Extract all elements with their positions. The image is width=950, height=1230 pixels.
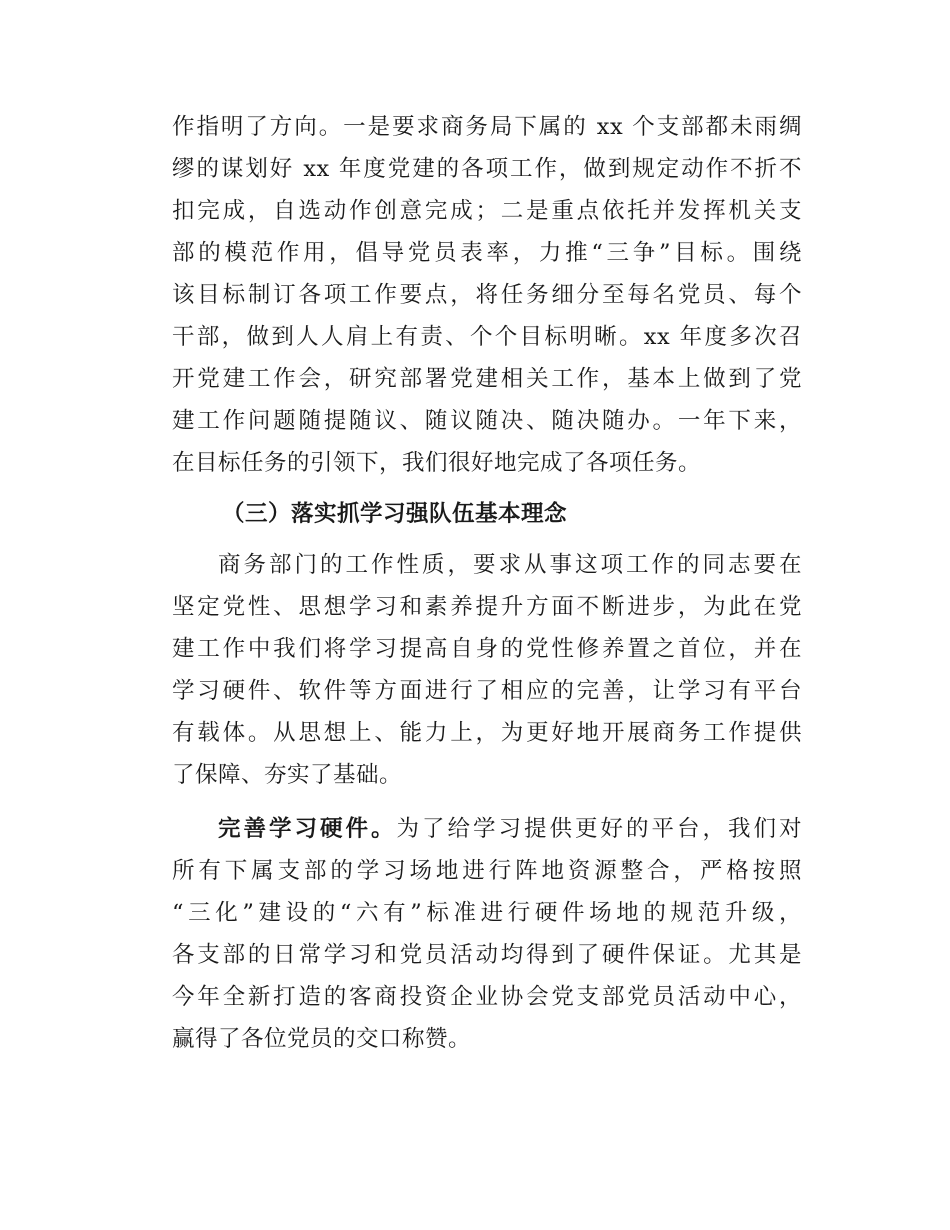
paragraph-lead: 完善学习硬件。	[218, 816, 397, 842]
text-line: 缪的谋划好 xx 年度党建的各项工作，做到规定动作不折不	[172, 156, 802, 182]
text-line: 所有下属支部的学习场地进行阵地资源整合，严格按照	[172, 858, 802, 884]
text-line: 有载体。从思想上、能力上，为更好地开展商务工作提供	[172, 720, 802, 746]
text-line: 了保障、夯实了基础。	[172, 762, 403, 788]
text-line: 开党建工作会，研究部署党建相关工作，基本上做到了党	[172, 366, 802, 392]
text-line: 建工作问题随提随议、随议随决、随决随办。一年下来，	[172, 408, 802, 434]
text-line: 扣完成，自选动作创意完成；二是重点依托并发挥机关支	[172, 198, 802, 224]
section-heading: （三）落实抓学习强队伍基本理念	[222, 501, 568, 527]
text-run: 为了给学习提供更好的平台，我们对	[396, 816, 802, 842]
text-line: 干部，做到人人肩上有责、个个目标明晰。xx 年度多次召	[172, 324, 802, 350]
text-line: 赢得了各位党员的交口称赞。	[172, 1026, 472, 1052]
text-line: 今年全新打造的客商投资企业协会党支部党员活动中心，	[172, 984, 802, 1010]
text-line: 建工作中我们将学习提高自身的党性修养置之首位，并在	[172, 636, 802, 662]
text-line: 该目标制订各项工作要点，将任务细分至每名党员、每个	[172, 282, 802, 308]
text-line	[172, 808, 802, 850]
text-line: 部的模范作用，倡导党员表率，力推“三争”目标。围绕	[172, 240, 802, 266]
text-line: “三化”建设的“六有”标准进行硬件场地的规范升级，	[172, 900, 802, 926]
text-line: 学习硬件、软件等方面进行了相应的完善，让学习有平台	[172, 678, 802, 704]
paragraph-2	[172, 544, 802, 796]
text-line: 在目标任务的引领下，我们很好地完成了各项任务。	[172, 450, 702, 476]
text-line: 商务部门的工作性质，要求从事这项工作的同志要在	[218, 552, 802, 578]
document-body	[172, 106, 802, 1060]
paragraph-1	[172, 106, 802, 484]
text-line: 坚定党性、思想学习和素养提升方面不断进步，为此在党	[172, 594, 802, 620]
text-line: 各支部的日常学习和党员活动均得到了硬件保证。尤其是	[172, 942, 802, 968]
paragraph-gap	[172, 796, 802, 808]
paragraph-3	[172, 808, 802, 1060]
text-line: 作指明了方向。一是要求商务局下属的 xx 个支部都未雨绸	[172, 114, 802, 140]
